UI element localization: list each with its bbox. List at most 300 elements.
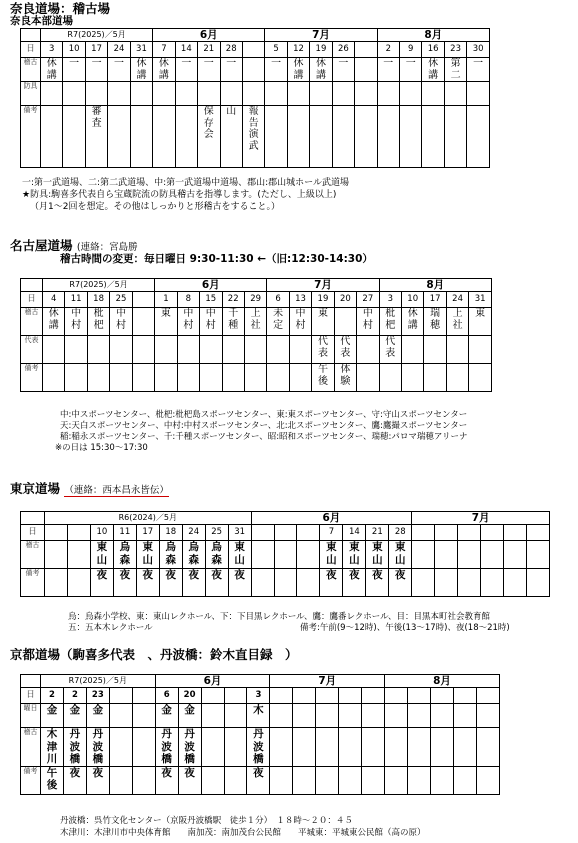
keiko-cell (224, 728, 247, 767)
bogu-cell (220, 82, 242, 106)
tokyo-month-7: 7月 (412, 512, 550, 525)
biko-cell: 夜 (205, 569, 228, 597)
keiko-cell: 上 社 (244, 308, 266, 336)
kyoto-youbi-row (21, 704, 500, 728)
biko-cell: 保 存 会 (198, 106, 220, 168)
day-cell: 17 (424, 292, 446, 308)
nagoya-note-1: 中:中スポーツセンター、枇杷:枇杷島スポーツセンター、東:東スポーツセンター、守:守山スポーツセンター (60, 410, 468, 420)
tokyo-note-2: 五：五本木レクホール (68, 623, 153, 633)
day-cell: 24 (182, 525, 205, 541)
biko-cell (130, 106, 152, 168)
day-cell (339, 688, 362, 704)
nagoya-era: R7(2025)／5月 (43, 279, 155, 292)
kyoto-month-7: 7月 (270, 675, 385, 688)
bogu-cell (108, 82, 130, 106)
keiko-cell (435, 541, 458, 569)
keiko-cell: 烏 森 (113, 541, 136, 569)
day-cell (132, 292, 154, 308)
day-cell: 23 (86, 688, 109, 704)
biko-cell (274, 569, 297, 597)
keiko-cell (293, 728, 316, 767)
keiko-cell (408, 728, 431, 767)
day-cell: 12 (287, 42, 309, 58)
biko-cell (476, 766, 499, 794)
biko-cell (467, 106, 490, 168)
tokyo-contact: （連絡：西本昌永皆伝） (64, 485, 169, 496)
day-cell: 17 (85, 42, 107, 58)
bogu-cell (85, 82, 107, 106)
day-cell: 7 (320, 525, 343, 541)
biko-cell (412, 569, 435, 597)
keiko-cell: 休 講 (310, 58, 332, 82)
day-cell (45, 525, 68, 541)
biko-cell: 夜 (389, 569, 412, 597)
kyoto-days-row (21, 688, 500, 704)
day-cell: 2 (63, 688, 86, 704)
day-cell: 3 (41, 42, 63, 58)
keiko-cell (453, 728, 476, 767)
biko-cell (430, 766, 453, 794)
biko-cell (41, 106, 63, 168)
day-cell (385, 688, 408, 704)
day-cell: 28 (389, 525, 412, 541)
daihyo-cell (132, 336, 154, 364)
day-cell: 29 (244, 292, 266, 308)
daihyo-cell (155, 336, 177, 364)
keiko-cell: 一 (332, 58, 354, 82)
biko-cell (377, 106, 399, 168)
keiko-cell: 東 山 (90, 541, 113, 569)
biko-cell (87, 364, 109, 392)
keiko-cell (132, 728, 155, 767)
nara-keiko-row (21, 58, 490, 82)
kyoto-biko-row (21, 766, 500, 794)
keiko-cell (270, 728, 293, 767)
biko-cell (453, 766, 476, 794)
keiko-cell (297, 541, 320, 569)
row-label: 備考 (21, 106, 41, 168)
keiko-cell: 枇 杷 (379, 308, 401, 336)
biko-cell: 体 験 (334, 364, 356, 392)
bogu-cell (287, 82, 309, 106)
biko-cell (132, 766, 155, 794)
nara-month-row (21, 29, 490, 42)
row-label: 日 (21, 525, 45, 541)
keiko-cell: 休 講 (402, 308, 424, 336)
tokyo-note-3: 備考:午前(9～12時)、午後(13～17時)、夜(18～21時) (300, 623, 510, 633)
day-cell: 19 (310, 42, 332, 58)
nagoya-month-7: 7月 (267, 279, 379, 292)
nara-days-row (21, 42, 490, 58)
day-cell: 28 (220, 42, 242, 58)
biko-cell (43, 364, 65, 392)
biko-cell (444, 106, 466, 168)
keiko-cell (45, 541, 68, 569)
biko-cell (63, 106, 85, 168)
day-cell (362, 688, 385, 704)
day-cell (270, 688, 293, 704)
day-cell: 3 (379, 292, 401, 308)
tokyo-schedule-table (20, 511, 550, 597)
biko-cell: 午 後 (41, 766, 64, 794)
youbi-cell (201, 704, 224, 728)
keiko-cell: 一 (175, 58, 197, 82)
keiko-cell: 一 (467, 58, 490, 82)
keiko-cell: 休 講 (43, 308, 65, 336)
bogu-cell (422, 82, 444, 106)
biko-cell (527, 569, 550, 597)
biko-cell (481, 569, 504, 597)
biko-cell (270, 766, 293, 794)
youbi-cell (362, 704, 385, 728)
row-label: 曜日 (21, 704, 41, 728)
day-cell: 10 (63, 42, 85, 58)
tokyo-title-line (10, 482, 169, 498)
bogu-cell (242, 82, 264, 106)
biko-cell (244, 364, 266, 392)
day-cell: 15 (200, 292, 222, 308)
row-label: 稽古 (21, 541, 45, 569)
daihyo-cell (289, 336, 311, 364)
daihyo-cell (267, 336, 289, 364)
day-cell: 31 (469, 292, 492, 308)
daihyo-cell (65, 336, 87, 364)
bogu-cell (377, 82, 399, 106)
keiko-cell: 休 講 (153, 58, 175, 82)
daihyo-cell (469, 336, 492, 364)
nara-note-1: 一:第一武道場、二:第二武道場、中:第一武道場中道場、郡山:郡山城ホール武道場 (22, 178, 349, 188)
biko-cell (297, 569, 320, 597)
biko-cell: 夜 (113, 569, 136, 597)
row-label: 日 (21, 688, 41, 704)
biko-cell (385, 766, 408, 794)
kyoto-note-1: 丹波橋：呉竹文化センター（京阪丹波橋駅 徒歩１分） １８時～２０：４５ (60, 816, 353, 826)
biko-cell (293, 766, 316, 794)
biko-cell (65, 364, 87, 392)
keiko-cell: 瑞 穂 (424, 308, 446, 336)
youbi-cell (293, 704, 316, 728)
keiko-cell: 中 村 (289, 308, 311, 336)
day-cell: 16 (422, 42, 444, 58)
day-cell (316, 688, 339, 704)
keiko-cell: 休 講 (287, 58, 309, 82)
biko-cell: 夜 (247, 766, 270, 794)
row-label: 代表 (21, 336, 43, 364)
tokyo-biko-row (21, 569, 550, 597)
biko-cell (108, 106, 130, 168)
daihyo-cell (357, 336, 379, 364)
biko-cell (222, 364, 244, 392)
keiko-cell (458, 541, 481, 569)
day-cell (435, 525, 458, 541)
keiko-cell: 東 (469, 308, 492, 336)
keiko-cell (504, 541, 527, 569)
daihyo-cell (244, 336, 266, 364)
biko-cell: 夜 (63, 766, 86, 794)
biko-cell (469, 364, 492, 392)
day-cell (242, 42, 264, 58)
biko-cell: 夜 (343, 569, 366, 597)
row-label: 備考 (21, 766, 41, 794)
keiko-cell (481, 541, 504, 569)
nagoya-month-8: 8月 (379, 279, 491, 292)
keiko-cell: 一 (220, 58, 242, 82)
bogu-cell (63, 82, 85, 106)
biko-cell (155, 364, 177, 392)
biko-cell (175, 106, 197, 168)
biko-cell (379, 364, 401, 392)
day-cell: 30 (467, 42, 490, 58)
keiko-cell: 東 山 (343, 541, 366, 569)
biko-cell (45, 569, 68, 597)
youbi-cell: 金 (86, 704, 109, 728)
nagoya-note-3: 稲:稲永スポーツセンター、千:千種スポーツセンター、昭:昭和スポーツセンター、瑞穂:パロマ瑞穂アリーナ (60, 432, 468, 442)
biko-cell: 夜 (155, 766, 178, 794)
nagoya-daihyo-row (21, 336, 492, 364)
day-cell: 20 (178, 688, 201, 704)
keiko-cell: 烏 森 (159, 541, 182, 569)
keiko-cell: 東 山 (228, 541, 251, 569)
keiko-cell: 一 (198, 58, 220, 82)
youbi-cell (385, 704, 408, 728)
bogu-cell (153, 82, 175, 106)
youbi-cell (339, 704, 362, 728)
day-cell (251, 525, 274, 541)
day-cell: 3 (247, 688, 270, 704)
biko-cell: 夜 (136, 569, 159, 597)
keiko-cell: 東 (155, 308, 177, 336)
day-cell: 10 (90, 525, 113, 541)
day-cell: 24 (446, 292, 468, 308)
biko-cell (408, 766, 431, 794)
biko-cell: 夜 (182, 569, 205, 597)
daihyo-cell (424, 336, 446, 364)
nara-note-3: （月1～2回を想定。その他はしっかりと形稽古をすること。） (30, 202, 280, 212)
day-cell (355, 42, 377, 58)
keiko-cell (251, 541, 274, 569)
keiko-cell: 第 二 (444, 58, 466, 82)
day-cell (527, 525, 550, 541)
tokyo-title: 東京道場 (10, 481, 61, 496)
keiko-cell: 烏 森 (182, 541, 205, 569)
daihyo-cell: 代 表 (334, 336, 356, 364)
day-cell: 14 (175, 42, 197, 58)
daihyo-cell (87, 336, 109, 364)
keiko-cell (476, 728, 499, 767)
nara-month-7: 7月 (265, 29, 377, 42)
bogu-cell (400, 82, 422, 106)
bogu-cell (175, 82, 197, 106)
keiko-cell (242, 58, 264, 82)
daihyo-cell (177, 336, 199, 364)
kyoto-month-6: 6月 (155, 675, 270, 688)
biko-cell (265, 106, 287, 168)
kyoto-title: 京都道場（駒喜多代表 、丹波橋：鈴木直目録 ） (10, 647, 298, 662)
keiko-cell (334, 308, 356, 336)
youbi-cell (224, 704, 247, 728)
day-cell (453, 688, 476, 704)
biko-cell: 夜 (320, 569, 343, 597)
day-cell: 18 (159, 525, 182, 541)
keiko-cell: 一 (85, 58, 107, 82)
day-cell: 24 (108, 42, 130, 58)
tokyo-month-6: 6月 (251, 512, 412, 525)
nagoya-days-row (21, 292, 492, 308)
day-cell: 10 (402, 292, 424, 308)
biko-cell: 夜 (366, 569, 389, 597)
bogu-cell (332, 82, 354, 106)
keiko-cell (67, 541, 90, 569)
nara-biko-row (21, 106, 490, 168)
biko-cell (251, 569, 274, 597)
biko-cell: 夜 (228, 569, 251, 597)
biko-cell (316, 766, 339, 794)
biko-cell (153, 106, 175, 168)
day-cell (132, 688, 155, 704)
tokyo-era: R6(2024)／5月 (45, 512, 252, 525)
keiko-cell: 丹 波 橋 (178, 728, 201, 767)
day-cell: 22 (222, 292, 244, 308)
nara-subtitle: 奈良本部道場 (10, 15, 73, 27)
keiko-cell: 一 (63, 58, 85, 82)
keiko-cell (109, 728, 132, 767)
day-cell (274, 525, 297, 541)
nara-month-8: 8月 (377, 29, 489, 42)
day-cell: 21 (198, 42, 220, 58)
day-cell (293, 688, 316, 704)
keiko-cell (385, 728, 408, 767)
day-cell (408, 688, 431, 704)
nara-schedule-table (20, 28, 490, 168)
youbi-cell (109, 704, 132, 728)
row-label: 備考 (21, 569, 45, 597)
biko-cell (458, 569, 481, 597)
nagoya-note-2: 天:天白スポーツセンター、中村:中村スポーツセンター、北:北スポーツセンター、鷹:鷹撮スポーツセンター (60, 421, 468, 431)
keiko-cell: 東 山 (320, 541, 343, 569)
biko-cell (110, 364, 132, 392)
keiko-cell: 丹 波 橋 (63, 728, 86, 767)
youbi-cell: 金 (41, 704, 64, 728)
biko-cell (422, 106, 444, 168)
biko-cell (132, 364, 154, 392)
youbi-cell (408, 704, 431, 728)
keiko-cell (362, 728, 385, 767)
keiko-cell (527, 541, 550, 569)
keiko-cell: 一 (400, 58, 422, 82)
biko-cell (267, 364, 289, 392)
biko-cell (424, 364, 446, 392)
day-cell: 2 (377, 42, 399, 58)
day-cell: 13 (289, 292, 311, 308)
youbi-cell: 金 (178, 704, 201, 728)
day-cell (201, 688, 224, 704)
day-cell (504, 525, 527, 541)
bogu-cell (265, 82, 287, 106)
biko-cell (446, 364, 468, 392)
day-cell (224, 688, 247, 704)
biko-cell (224, 766, 247, 794)
nara-bogu-row (21, 82, 490, 106)
nara-month-6: 6月 (153, 29, 265, 42)
biko-cell (287, 106, 309, 168)
day-cell: 17 (136, 525, 159, 541)
keiko-cell (316, 728, 339, 767)
day-cell: 27 (357, 292, 379, 308)
kyoto-note-2: 木津川：木津川市中央体育館 南加茂：南加茂台公民館 平城東：平城東公民館（高の原） (60, 828, 426, 838)
biko-cell (504, 569, 527, 597)
day-cell: 1 (155, 292, 177, 308)
bogu-cell (198, 82, 220, 106)
biko-cell (355, 106, 377, 168)
keiko-cell: 丹 波 橋 (86, 728, 109, 767)
day-cell (67, 525, 90, 541)
biko-cell: 夜 (86, 766, 109, 794)
day-cell: 2 (41, 688, 64, 704)
tokyo-days-row (21, 525, 550, 541)
kyoto-month-8: 8月 (385, 675, 500, 688)
keiko-cell: 丹 波 橋 (155, 728, 178, 767)
keiko-cell (355, 58, 377, 82)
keiko-cell (201, 728, 224, 767)
keiko-cell: 中 村 (357, 308, 379, 336)
youbi-cell: 金 (63, 704, 86, 728)
biko-cell (332, 106, 354, 168)
day-cell: 6 (267, 292, 289, 308)
day-cell (458, 525, 481, 541)
keiko-cell: 上 社 (446, 308, 468, 336)
day-cell: 20 (334, 292, 356, 308)
biko-cell: 審 査 (85, 106, 107, 168)
daihyo-cell: 代 表 (379, 336, 401, 364)
biko-cell (310, 106, 332, 168)
day-cell: 11 (65, 292, 87, 308)
kyoto-month-row (21, 675, 500, 688)
biko-cell (289, 364, 311, 392)
daihyo-cell: 代 表 (312, 336, 334, 364)
nagoya-title: 名古屋道場 (10, 238, 73, 253)
biko-cell: 報 告 演 武 (242, 106, 264, 168)
nagoya-keiko-row (21, 308, 492, 336)
biko-cell (400, 106, 422, 168)
keiko-cell: 一 (265, 58, 287, 82)
row-label: 日 (21, 292, 43, 308)
day-cell: 26 (332, 42, 354, 58)
keiko-cell: 烏 森 (205, 541, 228, 569)
biko-cell: 午 後 (312, 364, 334, 392)
biko-cell (177, 364, 199, 392)
day-cell: 25 (110, 292, 132, 308)
keiko-cell: 木 津 川 (41, 728, 64, 767)
bogu-cell (310, 82, 332, 106)
day-cell: 21 (366, 525, 389, 541)
day-cell (476, 688, 499, 704)
day-cell (297, 525, 320, 541)
biko-cell (362, 766, 385, 794)
daihyo-cell (222, 336, 244, 364)
keiko-cell: 丹 波 橋 (247, 728, 270, 767)
day-cell: 18 (87, 292, 109, 308)
keiko-cell: 中 村 (200, 308, 222, 336)
keiko-cell: 中 村 (65, 308, 87, 336)
daihyo-cell (110, 336, 132, 364)
keiko-cell: 休 講 (422, 58, 444, 82)
keiko-cell: 中 村 (177, 308, 199, 336)
bogu-cell (444, 82, 466, 106)
day-cell: 7 (153, 42, 175, 58)
keiko-cell: 東 山 (136, 541, 159, 569)
nara-era: R7(2025)／5月 (41, 29, 153, 42)
keiko-cell: 千 種 (222, 308, 244, 336)
